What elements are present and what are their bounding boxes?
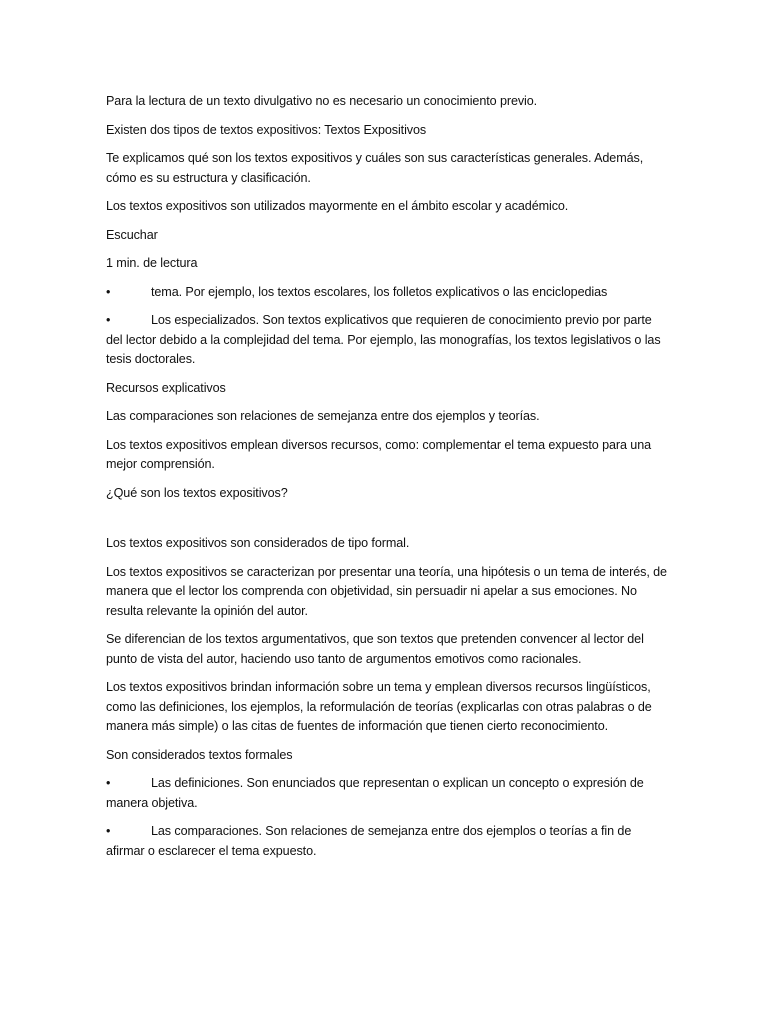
paragraph-diferencias: Se diferencian de los textos argumentativos, que son textos que pretenden convencer al lector del punto de vista del autor, haciendo uso tanto de argumentos emotivos como racionales. bbox=[106, 632, 644, 666]
bullet-text: Los especializados. Son textos explicativos que requieren de conocimiento previo por parte del lector debido a la complejidad del tema. Por ejemplo, las monografías, los textos legislativos o las tesis doctorales. bbox=[106, 313, 661, 366]
paragraph-question: ¿Qué son los textos expositivos? bbox=[106, 485, 288, 500]
bullet-text: Las definiciones. Son enunciados que representan o explican un concepto o expresión de manera objetiva. bbox=[106, 776, 644, 810]
bullet-item bbox=[106, 283, 668, 303]
bullet-item bbox=[106, 822, 668, 861]
paragraph-intro: Te explicamos qué son los textos expositivos y cuáles son sus características generales. Además, cómo es su estructura y clasificación. bbox=[106, 151, 644, 185]
bullet-marker: • bbox=[106, 284, 111, 299]
paragraph-recursos: Recursos explicativos bbox=[106, 380, 226, 395]
paragraph-comparaciones: Las comparaciones son relaciones de semejanza entre dos ejemplos y teorías. bbox=[106, 409, 540, 423]
bullet-item bbox=[106, 311, 668, 370]
bullet-item bbox=[106, 774, 668, 813]
paragraph-ambito: Los textos expositivos son utilizados mayormente en el ámbito escolar y académico. bbox=[106, 199, 569, 213]
bullet-text: Las comparaciones. Son relaciones de semejanza entre dos ejemplos o teorías a fin de afirmar o esclarecer el tema expuesto. bbox=[106, 824, 632, 858]
bullet-text: tema. Por ejemplo, los textos escolares, los folletos explicativos o las enciclopedias bbox=[151, 284, 608, 299]
paragraph-caracteristicas: Los textos expositivos se caracterizan por presentar una teoría, una hipótesis o un tema de interés, de manera que el lector los comprenda con objetividad, sin persuadir ni apelar a sus emociones. No resulta relevante la opinión del autor. bbox=[106, 564, 667, 618]
paragraph-recursos-desc: Los textos expositivos emplean diversos recursos, como: complementar el tema expuesto para una mejor comprensión. bbox=[106, 437, 652, 471]
paragraph-formal: Los textos expositivos son considerados de tipo formal. bbox=[106, 536, 410, 550]
bullet-marker: • bbox=[106, 824, 111, 838]
paragraph-escuchar: Escuchar bbox=[106, 227, 158, 242]
paragraph-lectura-time: 1 min. de lectura bbox=[106, 256, 198, 270]
bullet-marker: • bbox=[106, 776, 111, 790]
paragraph-formales: Son considerados textos formales bbox=[106, 747, 293, 762]
blank-line bbox=[106, 512, 668, 534]
paragraph-divulgativo: Para la lectura de un texto divulgativo no es necesario un conocimiento previo. bbox=[106, 94, 538, 108]
paragraph-informacion: Los textos expositivos brindan información sobre un tema y emplean diversos recursos lingüísticos, como las definiciones, los ejemplos, la reformulación de teorías (explicarlas con otras palabras o de manera más simple) o las citas de fuentes de información que tienen cierto reconocimiento. bbox=[106, 680, 652, 733]
paragraph-tipos: Existen dos tipos de textos expositivos: Textos Expositivos bbox=[106, 122, 427, 137]
bullet-marker: • bbox=[106, 313, 111, 327]
